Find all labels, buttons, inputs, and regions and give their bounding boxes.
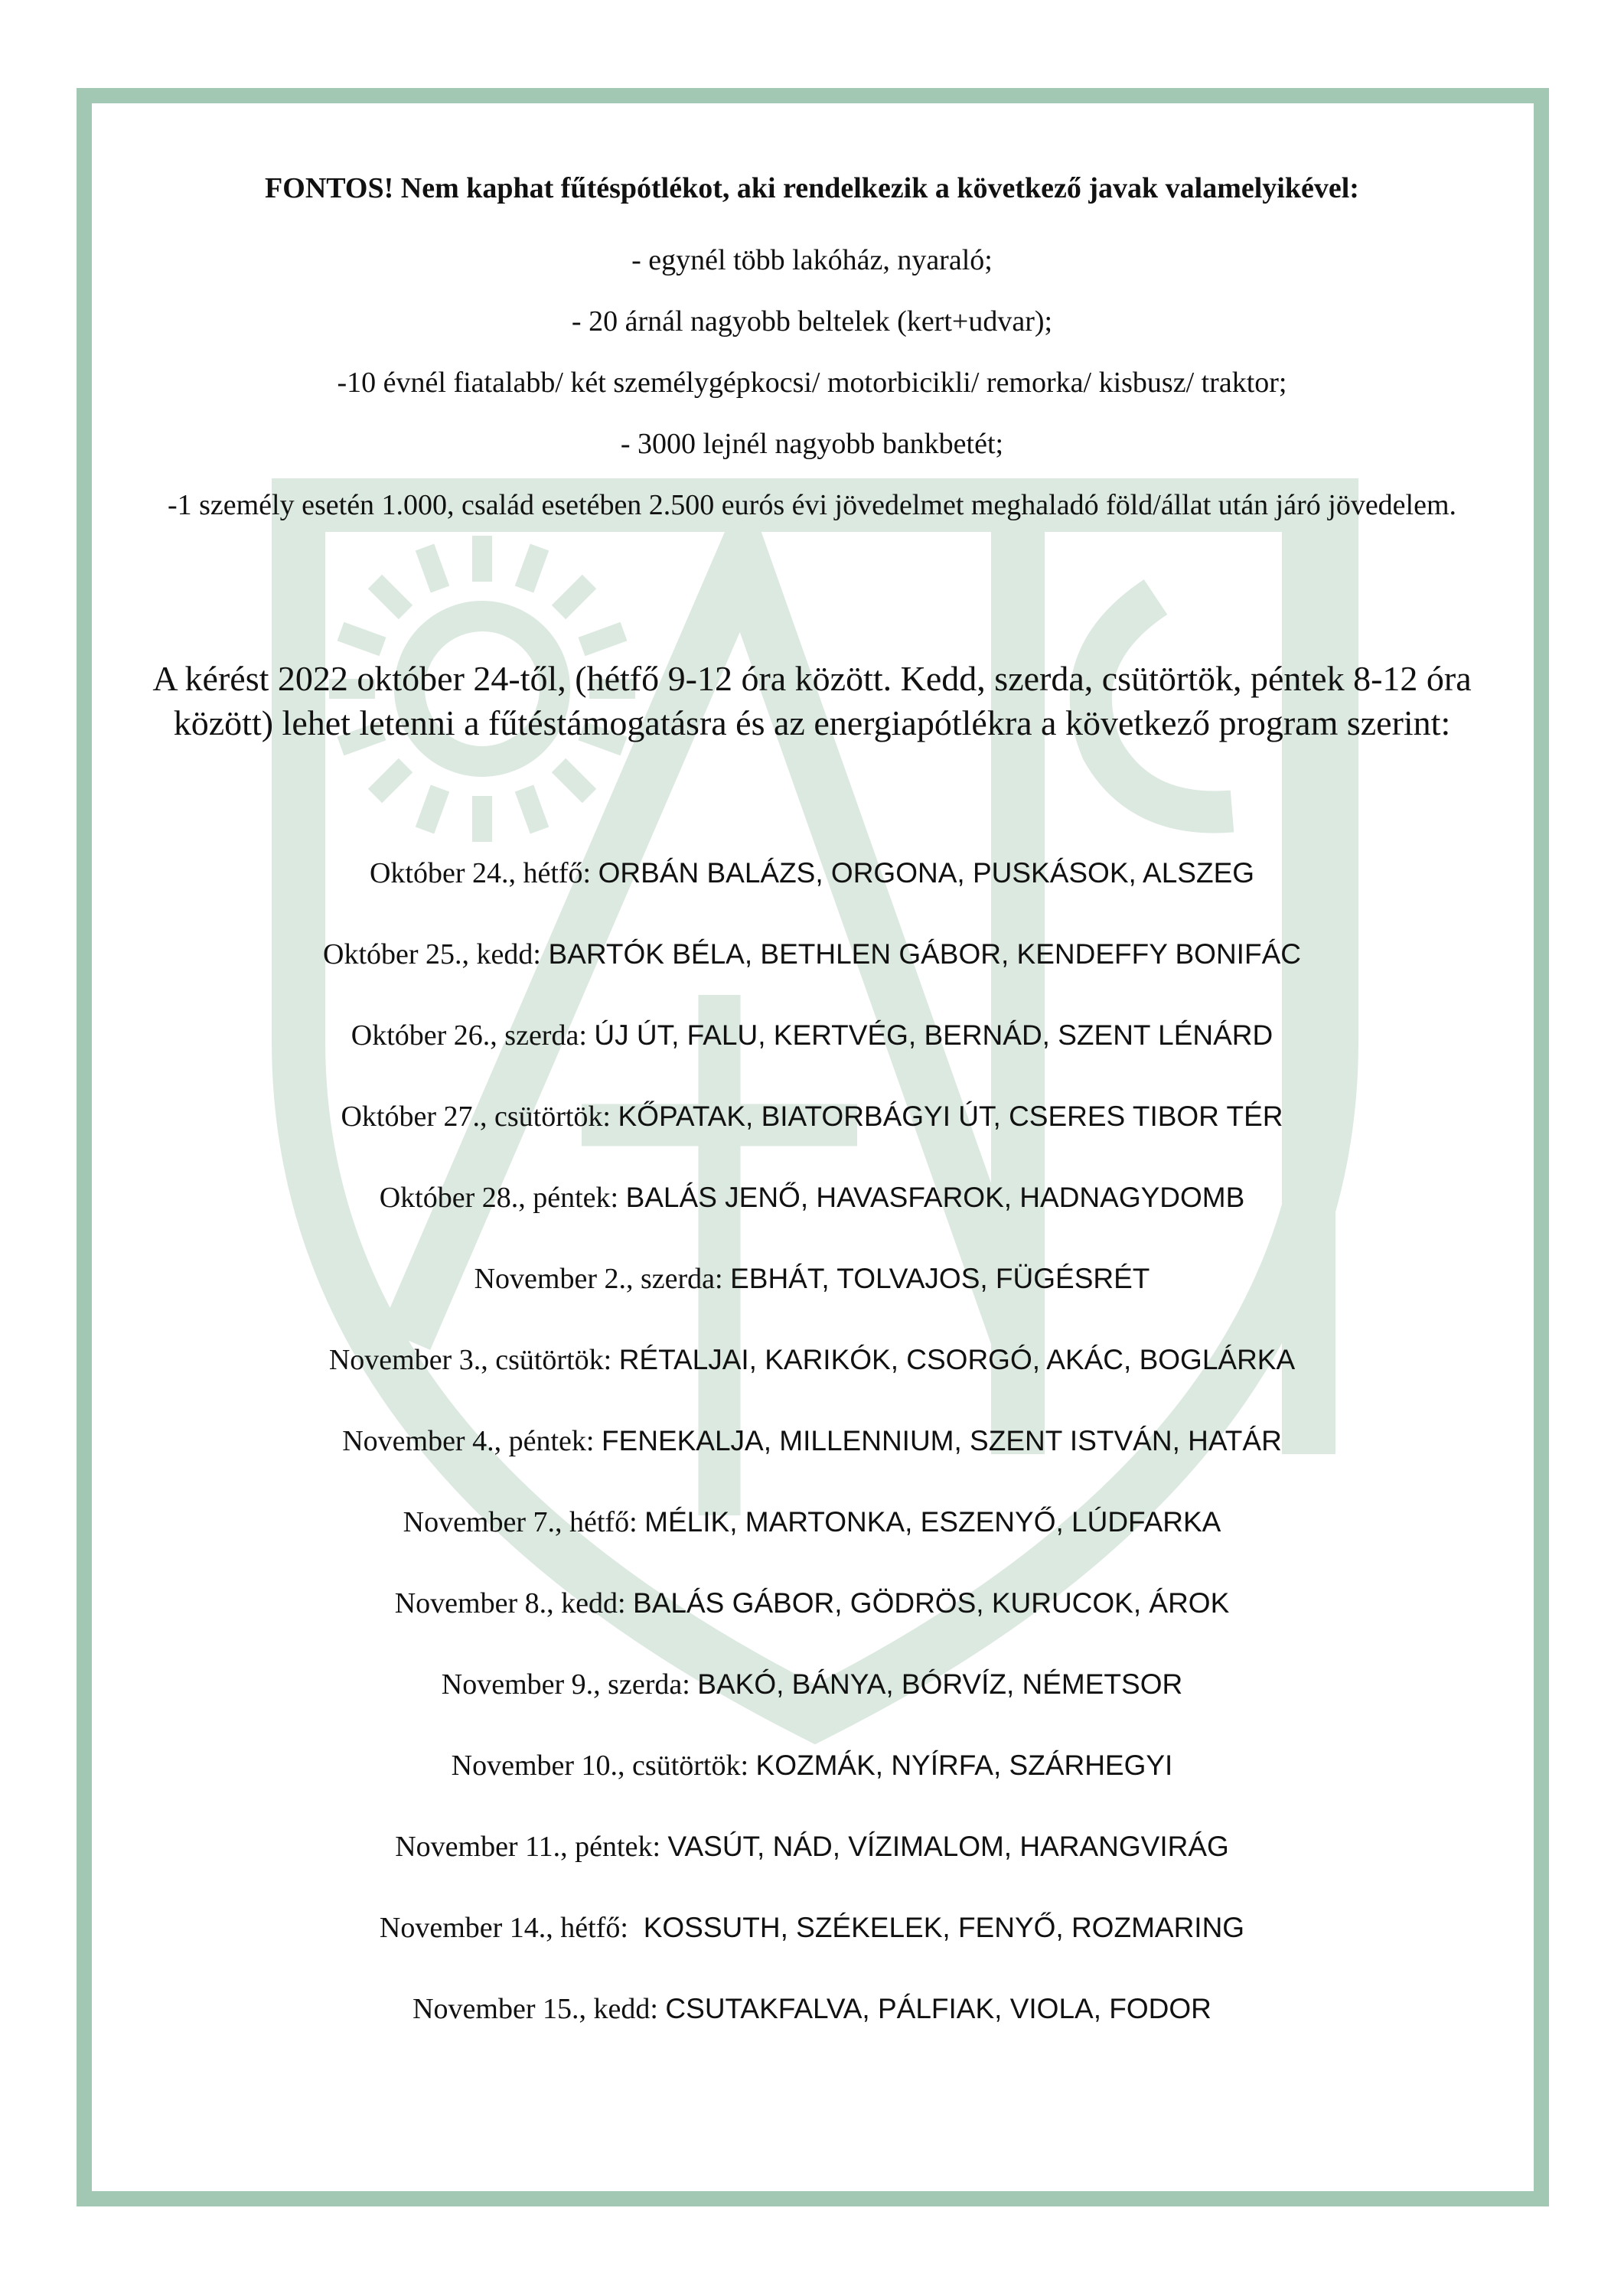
notice-headline: FONTOS! Nem kaphat fűtéspótlékot, aki rendelkezik a következő javak valamelyikével:	[265, 172, 1359, 204]
condition-item: -1 személy esetén 1.000, család esetében 2.500 eurós évi jövedelmet meghaladó föld/állat után járó jövedelem.	[167, 489, 1457, 521]
schedule-date: November 7., hétfő:	[403, 1506, 638, 1538]
schedule-row	[107, 1887, 1517, 1968]
schedule-date: Október 26., szerda:	[351, 1019, 587, 1052]
schedule-date: November 2., szerda:	[474, 1263, 723, 1295]
schedule-streets: KOZMÁK, NYÍRFA, SZÁRHEGYI	[755, 1750, 1173, 1781]
schedule-row	[107, 1725, 1517, 1806]
condition-item: - egynél több lakóház, nyaraló;	[631, 244, 993, 276]
schedule-date: Október 27., csütörtök:	[341, 1101, 611, 1133]
schedule-list	[107, 833, 1517, 2050]
schedule-row	[107, 1482, 1517, 1563]
schedule-streets: EBHÁT, TOLVAJOS, FÜGÉSRÉT	[730, 1263, 1150, 1294]
schedule-streets: BALÁS GÁBOR, GÖDRÖS, KURUCOK, ÁROK	[633, 1587, 1230, 1619]
schedule-row	[107, 1238, 1517, 1319]
schedule-streets: ÚJ ÚT, FALU, KERTVÉG, BERNÁD, SZENT LÉNÁRD	[594, 1019, 1273, 1051]
condition-item: -10 évnél fiatalabb/ két személygépkocsi/ motorbicikli/ remorka/ kisbusz/ traktor;	[337, 367, 1287, 399]
condition-item: - 3000 lejnél nagyobb bankbetét;	[620, 428, 1004, 460]
schedule-streets: MÉLIK, MARTONKA, ESZENYŐ, LÚDFARKA	[644, 1506, 1221, 1538]
schedule-row	[107, 1806, 1517, 1887]
schedule-row	[107, 1644, 1517, 1725]
schedule-row	[107, 1968, 1517, 2050]
schedule-streets: KŐPATAK, BIATORBÁGYI ÚT, CSERES TIBOR TÉR	[618, 1101, 1283, 1132]
schedule-date: November 10., csütörtök:	[451, 1750, 749, 1782]
schedule-streets: VASÚT, NÁD, VÍZIMALOM, HARANGVIRÁG	[667, 1831, 1229, 1862]
schedule-streets: BAKÓ, BÁNYA, BÓRVÍZ, NÉMETSOR	[697, 1668, 1183, 1700]
conditions-list	[107, 230, 1517, 536]
schedule-streets: BALÁS JENŐ, HAVASFAROK, HADNAGYDOMB	[625, 1182, 1245, 1213]
schedule-row	[107, 914, 1517, 995]
condition-item: - 20 árnál nagyobb beltelek (kert+udvar);	[571, 305, 1053, 338]
schedule-row	[107, 995, 1517, 1076]
schedule-date: November 14., hétfő:	[379, 1912, 628, 1944]
schedule-streets: CSUTAKFALVA, PÁLFIAK, VIOLA, FODOR	[665, 1993, 1211, 2024]
schedule-row	[107, 833, 1517, 914]
schedule-date: November 3., csütörtök:	[328, 1344, 612, 1376]
announcement-text: A kérést 2022 október 24-től, (hétfő 9-12 óra között. Kedd, szerda, csütörtök, péntek 8-12 óra között) lehet letenni a fűtéstámogatásra és az energiapótlékra a következő program szerint:	[152, 659, 1472, 742]
schedule-streets: BARTÓK BÉLA, BETHLEN GÁBOR, KENDEFFY BONIFÁC	[548, 938, 1301, 970]
schedule-streets: FENEKALJA, MILLENNIUM, SZENT ISTVÁN, HATÁR	[601, 1425, 1282, 1456]
schedule-date: November 15., kedd:	[413, 1993, 658, 2025]
schedule-streets: RÉTALJAI, KARIKÓK, CSORGÓ, AKÁC, BOGLÁRKA	[618, 1344, 1296, 1375]
schedule-streets: KOSSUTH, SZÉKELEK, FENYŐ, ROZMARING	[635, 1912, 1245, 1943]
schedule-date: November 9., szerda:	[441, 1668, 690, 1701]
schedule-streets: ORBÁN BALÁZS, ORGONA, PUSKÁSOK, ALSZEG	[598, 857, 1255, 889]
schedule-date: Október 25., kedd:	[323, 938, 541, 970]
schedule-date: November 8., kedd:	[394, 1587, 626, 1619]
schedule-date: November 11., péntek:	[395, 1831, 661, 1863]
schedule-row	[107, 1157, 1517, 1238]
schedule-date: Október 24., hétfő:	[369, 857, 592, 889]
schedule-row	[107, 1563, 1517, 1644]
schedule-date: Október 28., péntek:	[379, 1182, 619, 1214]
schedule-row	[107, 1319, 1517, 1401]
schedule-date: November 4., péntek:	[342, 1425, 595, 1457]
schedule-row	[107, 1076, 1517, 1157]
schedule-row	[107, 1401, 1517, 1482]
